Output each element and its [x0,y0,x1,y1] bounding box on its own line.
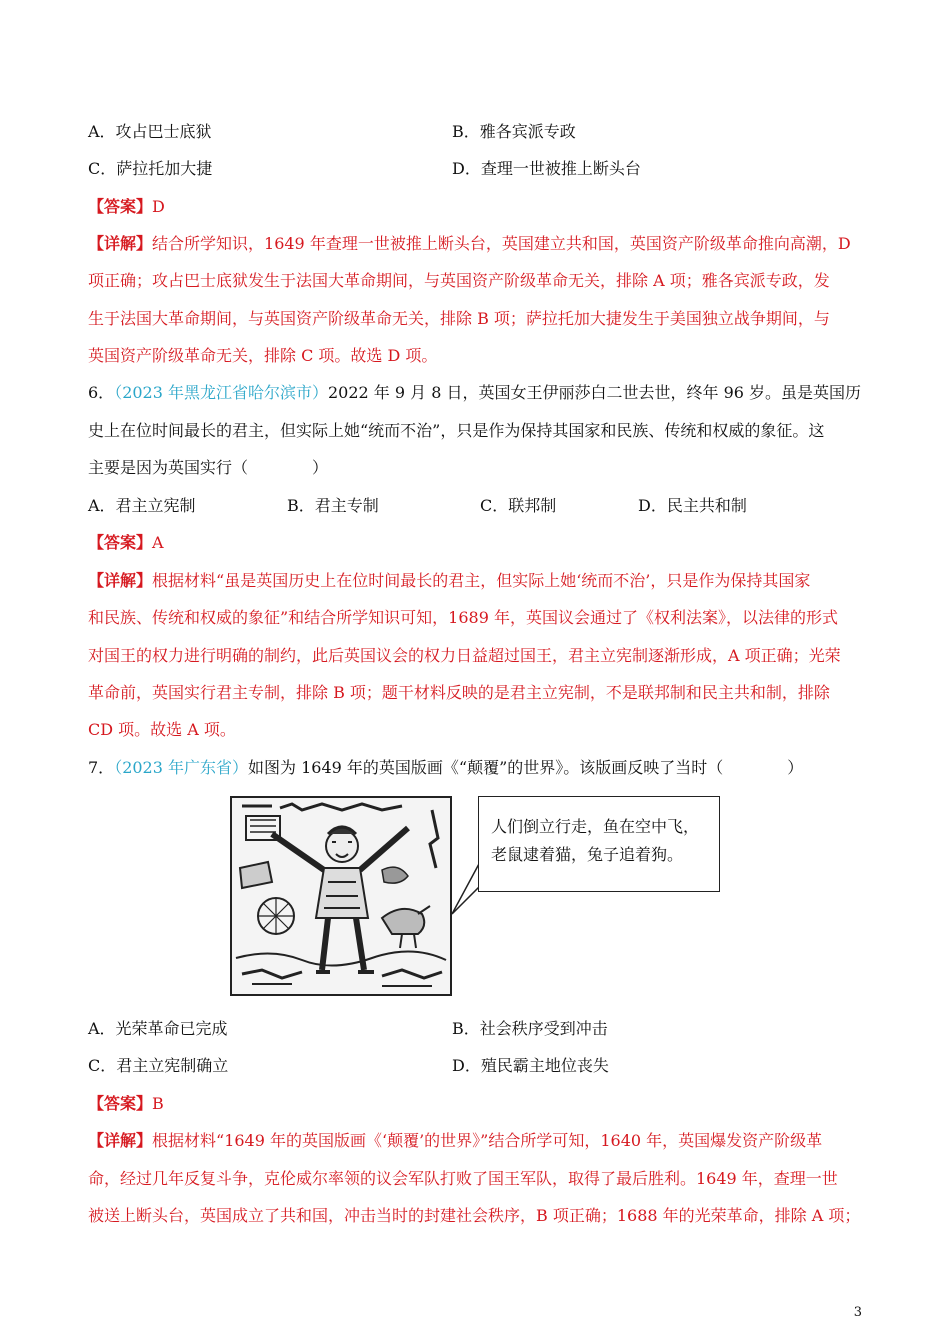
q7-detail-line-2: 命，经过几年反复斗争，克伦威尔率领的议会军队打败了国王军队，取得了最后胜利。1649 年，查理一世 [88,1169,838,1188]
q5-option-a: A．攻占巴士底狱 [88,122,212,141]
q5-detail-line-2: 项正确；攻占巴士底狱发生于法国大革命期间，与英国资产阶级革命无关，排除 A 项；雅各宾派专政，发 [88,271,830,290]
q6-detail-line-4: 革命前，英国实行君主专制，排除 B 项；题干材料反映的是君主立宪制，不是联邦制和民主共和制，排除 [88,683,830,702]
detail-tag: 【详解】 [88,571,153,590]
q5-detail-line-3: 生于法国大革命期间，与英国资产阶级革命无关，排除 B 项；萨拉托加大捷发生于美国独立战争期间，与 [88,309,830,328]
q6-stem-line-3: 主要是因为英国实行（ ） [88,458,329,477]
q5-option-c: C．萨拉托加大捷 [88,159,213,178]
woodcut-print-image [230,796,452,996]
q6-stem-line-2: 史上在位时间最长的君主，但实际上她“统而不治”，只是作为保持其国家和民族、传统和权威的象征。这 [88,421,825,440]
q6-detail-line-1 [88,571,810,591]
speech-bubble-text [491,813,699,869]
detail-text: 结合所学知识，1649 年查理一世被推上断头台，英国建立共和国，英国资产阶级革命推向高潮，D [152,234,851,253]
q5-answer [88,197,165,217]
q5-detail-line-1 [88,234,851,254]
q7-option-b: B．社会秩序受到冲击 [452,1019,608,1038]
question-source: （2023 年黑龙江省哈尔滨市） [114,383,328,402]
answer-value: A [152,533,164,552]
page-number: 3 [853,1305,862,1320]
bubble-line-1: 人们倒立行走，鱼在空中飞， [491,817,700,836]
q6-option-b: B．君主专制 [287,496,379,515]
question-number: 7． [88,758,115,777]
answer-tag: 【答案】 [88,197,153,216]
q7-detail-line-3: 被送上断头台，英国成立了共和国，冲击当时的封建社会秩序，B 项正确；1688 年的光荣革命，排除 A 项； [88,1206,861,1225]
answer-value: B [152,1094,164,1113]
q6-option-a: A．君主立宪制 [88,496,196,515]
q6-option-d: D．民主共和制 [638,496,747,515]
q6-answer [88,533,164,553]
q7-option-a: A．光荣革命已完成 [88,1019,228,1038]
answer-tag: 【答案】 [88,1094,153,1113]
q6-option-c: C．联邦制 [480,496,557,515]
answer-tag: 【答案】 [88,533,153,552]
stem-text: 2022 年 9 月 8 日，英国女王伊丽莎白二世去世，终年 96 岁。虽是英国历 [328,383,862,402]
question-source: （2023 年广东省） [114,758,248,777]
detail-text: 根据材料“1649 年的英国版画《‘颠覆’的世界》”结合所学可知，1640 年，英国爆发资产阶级革 [152,1131,823,1150]
q7-option-d: D．殖民霸主地位丧失 [452,1056,609,1075]
detail-tag: 【详解】 [88,234,153,253]
q7-option-c: C．君主立宪制确立 [88,1056,229,1075]
q7-stem [88,758,803,778]
q5-option-d: D．查理一世被推上断头台 [452,159,641,178]
q6-detail-line-5: CD 项。故选 A 项。 [88,720,236,739]
detail-tag: 【详解】 [88,1131,153,1150]
q5-detail-line-4: 英国资产阶级革命无关，排除 C 项。故选 D 项。 [88,346,438,365]
q6-detail-line-2: 和民族、传统和权威的象征”和结合所学知识可知，1689 年，英国议会通过了《权利法案》，以法律的形式 [88,608,838,627]
question-number: 6． [88,383,115,402]
bubble-line-2: 老鼠逮着猫，兔子追着狗。 [491,845,684,864]
woodcut-figure [230,796,720,998]
q7-answer [88,1094,164,1114]
detail-text: 根据材料“虽是英国历史上在位时间最长的君主，但实际上她‘统而不治’，只是作为保持其国家 [152,571,811,590]
stem-text: 如图为 1649 年的英国版画《“颠覆”的世界》。该版画反映了当时（ ） [248,758,804,777]
speech-bubble [478,796,720,892]
q6-detail-line-3: 对国王的权力进行明确的制约，此后英国议会的权力日益超过国王，君主立宪制逐渐形成，A 项正确；光荣 [88,646,841,665]
q5-option-b: B．雅各宾派专政 [452,122,576,141]
q7-detail-line-1 [88,1131,822,1151]
q6-stem-line-1 [88,383,861,403]
answer-value: D [152,197,165,216]
